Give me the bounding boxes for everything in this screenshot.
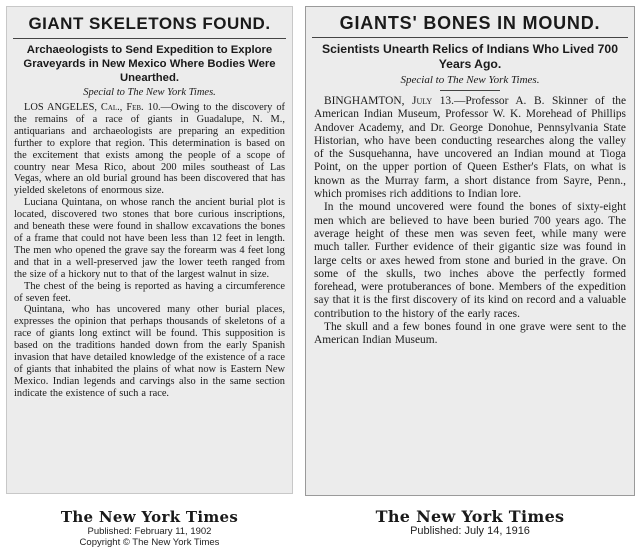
article-paragraph: The chest of the being is reported as having a circumference of seven feet. xyxy=(14,280,285,304)
article-body xyxy=(314,95,626,348)
article-body xyxy=(14,102,285,400)
divider xyxy=(13,38,286,39)
article-paragraph: Quintana, who has uncovered many other burial places, expresses the opinion that perhaps thousands of skeletons of a race of giants long extinct will be found. This supposition is based on the traditions handed down from the early Spanish invasion that have detailed knowledge of the existence of a race of giants that inhabited the plains of what now is Eastern New Mexico. Indian legends and carvings also in the same section indicate the existence of such a race. xyxy=(14,304,285,399)
article-dateline: LOS ANGELES, Cal., Feb. 10. xyxy=(24,102,161,113)
divider xyxy=(312,37,628,38)
article-clipping-giants-bones xyxy=(305,6,635,496)
article-deck: Scientists Unearth Relics of Indians Who Lived 700 Years Ago. xyxy=(322,42,618,71)
footer-caption-1916 xyxy=(305,508,635,537)
article-headline: GIANT SKELETONS FOUND. xyxy=(28,14,271,33)
article-credit: Special to The New York Times. xyxy=(400,74,540,86)
publication-date: Published: July 14, 1916 xyxy=(410,525,530,537)
article-paragraph: Luciana Quintana, on whose ranch the ancient burial plot is located, discovered two stones that bore curious inscriptions, and beneath these were found in shallow excavations the bones of a frame that could not have been less than 12 feet in length. The men who opened the grave say the forearm was 4 feet long and that in a well-preserved jaw the lower teeth ranged from the size of a hickory nut to that of the largest walnut in size. xyxy=(14,197,285,280)
article-paragraph: In the mound uncovered were found the bones of sixty-eight men which are believed to have been buried 700 years ago. The average height of these men was seven feet, while many were much taller. Further evidence of their gigantic size was found in large celts or axes hewed from stone and buried in the grave. On some of the skulls, two inches above the perfectly formed forehead, were protuberances of bone. Members of the expedition say that it is the first discovery of its kind on record and a valuable contribution to the history of the early races. xyxy=(314,201,626,320)
article-paragraph: The skull and a few bones found in one grave were sent to the American Indian Museum. xyxy=(314,321,626,347)
footer-caption-1902 xyxy=(6,508,293,548)
newspaper-masthead-logo: The New York Times xyxy=(60,508,239,526)
article-dateline: BINGHAMTON, July 13. xyxy=(324,95,454,107)
copyright-notice: Copyright © The New York Times xyxy=(79,537,220,548)
article-paragraph: BINGHAMTON, July 13.—Professor A. B. Skinner of the American Indian Museum, Professor W. K. Morehead of Phillips Andover Academy, and Dr. George Donohue, Pennsylvania State Historian, who have been conducting researches along the valley of the Susquehanna, have uncovered an Indian mound at Tioga Point, on the upper portion of Queen Esther's Flats, on what is known as the Murray farm, a short distance from Sayre, Penn., which promises rich additions to Indian lore. xyxy=(314,95,626,201)
publication-date: Published: February 11, 1902 xyxy=(87,526,212,537)
article-clipping-giant-skeletons xyxy=(6,6,293,494)
divider xyxy=(440,90,500,91)
newspaper-masthead-logo: The New York Times xyxy=(375,507,565,526)
article-deck: Archaeologists to Send Expedition to Explore Graveyards in New Mexico Where Bodies Were Unearthed. xyxy=(23,44,276,84)
article-headline: GIANTS' BONES IN MOUND. xyxy=(339,13,601,33)
article-credit: Special to The New York Times. xyxy=(83,87,216,98)
article-paragraph: LOS ANGELES, Cal., Feb. 10.—Owing to the discovery of the remains of a race of giants in Guadalupe, N. M., antiquarians and archaeologists are preparing an expedition further to explore that region. This determination is based on the excitement that exists among the people of a scope of country near Mesa Rico, about 200 miles southeast of Las Vegas, where an old burial ground has been discovered that has yielded skeletons of enormous size. xyxy=(14,102,285,197)
